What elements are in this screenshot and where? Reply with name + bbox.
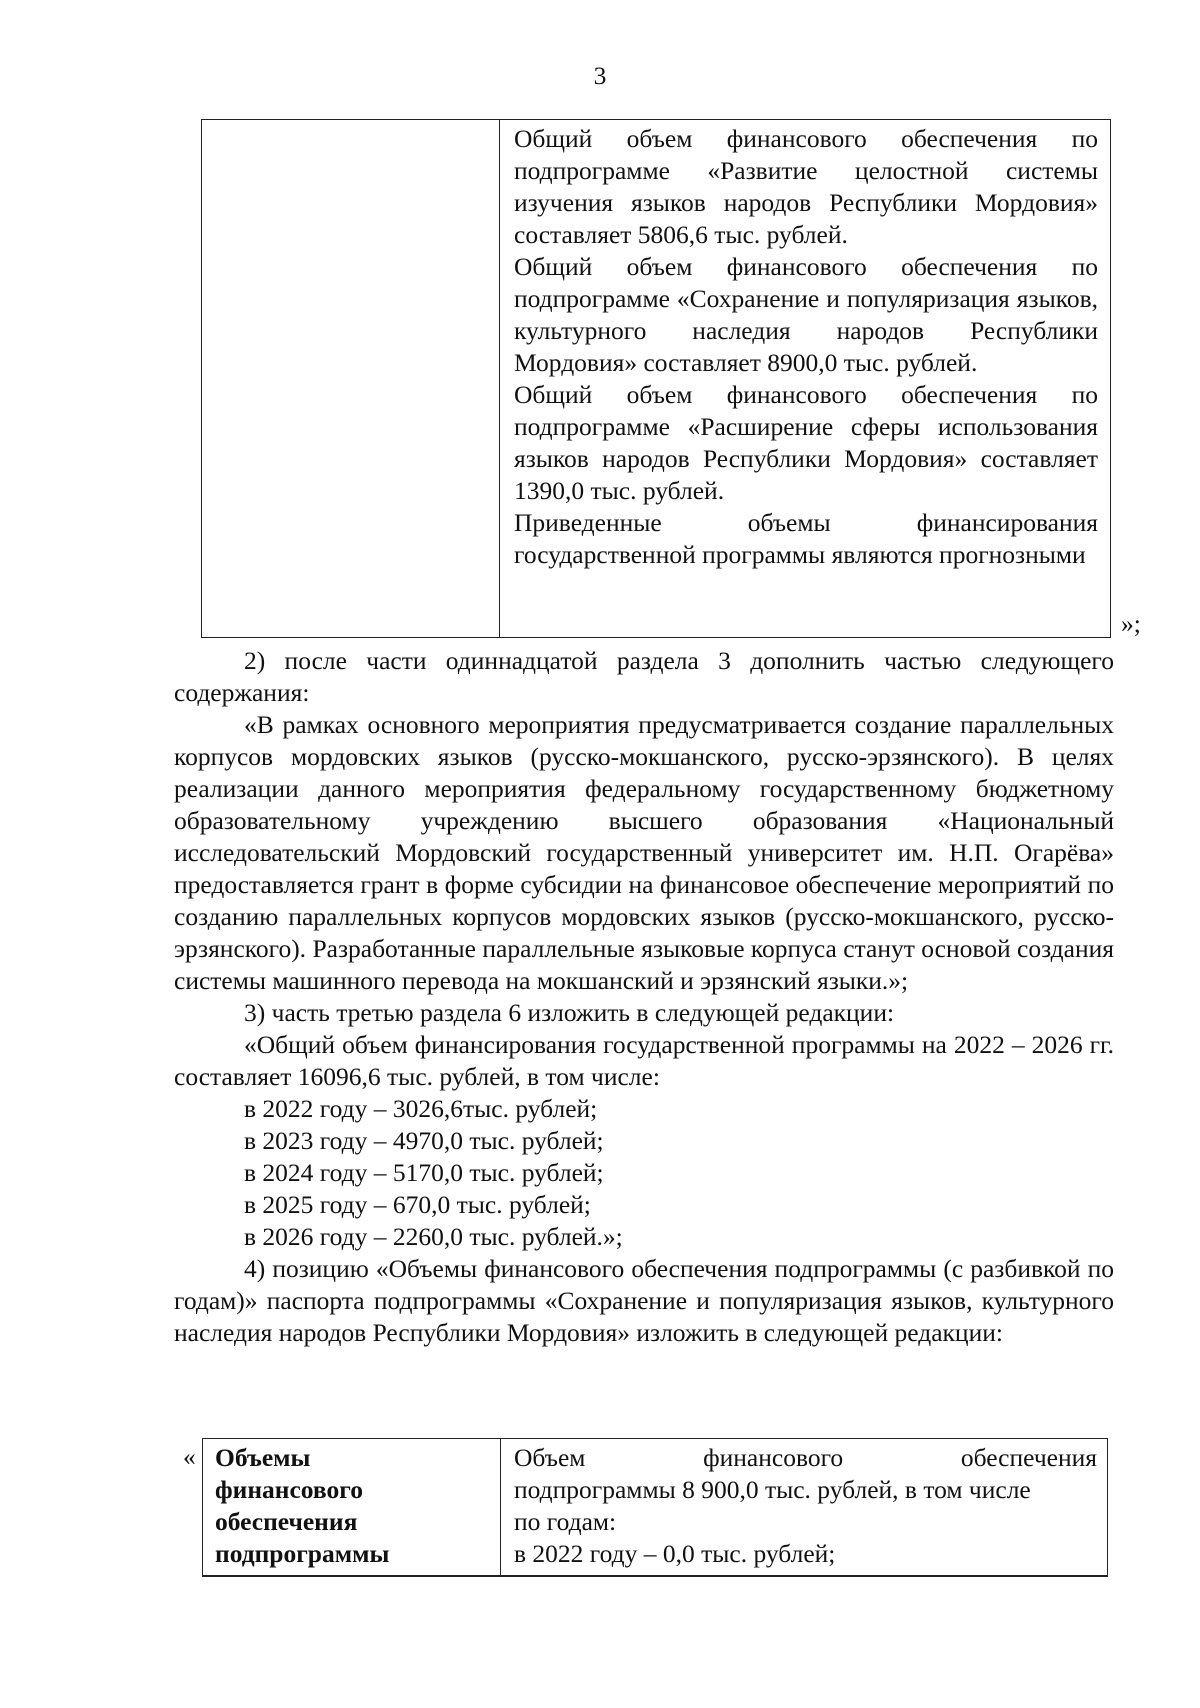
- year-2024-line: в 2024 году – 5170,0 тыс. рублей;: [244, 1158, 604, 1187]
- amendment-4-intro: 4) позицию «Объемы финансового обеспечения подпрограммы (с разбивкой по годам)» паспорта подпрограммы «Сохранение и популяризация языков, культурного наследия народов Республики Мордовия» изложить в следующей редакции:: [174, 1254, 1114, 1347]
- value-line: подпрограммы 8 900,0 тыс. рублей, в том числе: [514, 1475, 1031, 1504]
- label-line: подпрограммы: [215, 1539, 390, 1568]
- passport-position-label: [215, 1442, 485, 1570]
- year-2025-line: в 2025 году – 670,0 тыс. рублей;: [244, 1190, 591, 1219]
- page-number: 3: [593, 61, 607, 90]
- value-line: в 2022 году – 0,0 тыс. рублей;: [514, 1539, 836, 1568]
- amendment-2-intro: 2) после части одиннадцатой раздела 3 дополнить частью следующего содержания:: [174, 646, 1114, 707]
- financing-table-fragment: [201, 119, 1111, 638]
- value-line: по годам:: [514, 1507, 617, 1536]
- forecast-note: Приведенные объемы финансирования государственной программы являются прогнозными: [514, 508, 1098, 569]
- year-2023-line: в 2023 году – 4970,0 тыс. рублей;: [244, 1126, 604, 1155]
- amendment-3-intro: 3) часть третью раздела 6 изложить в следующей редакции:: [244, 998, 895, 1027]
- quote-close: »;: [1121, 609, 1141, 638]
- subprogram-1-financing: Общий объем финансового обеспечения по подпрограмме «Развитие целостной системы изучения языков народов Республики Мордовия» составляет 5806,6 тыс. рублей.: [514, 124, 1098, 249]
- subprogram-passport-table: [202, 1438, 1108, 1577]
- amendment-2-content: «В рамках основного мероприятия предусматривается создание параллельных корпусов мордовских языков (русско-мокшанского, русско-эрзянского). В целях реализации данного мероприятия федеральному государственному бюджетному образовательному учреждению высшего образования «Национальный исследовательский Мордовский государственный университет им. Н.П. Огарёва» предоставляется грант в форме субсидии на финансовое обеспечение мероприятий по созданию параллельных корпусов мордовских языков (русско-мокшанского, русско-эрзянского). Разработанные параллельные языковые корпуса станут основой создания системы машинного перевода на мокшанский и эрзянский языки.»;: [174, 710, 1114, 995]
- label-line: обеспечения: [215, 1507, 358, 1536]
- quote-open: «: [183, 1442, 196, 1471]
- value-line: Объем финансового обеспечения: [514, 1443, 1097, 1472]
- amendment-3-content: «Общий объем финансирования государственной программы на 2022 – 2026 гг. составляет 16096,6 тыс. рублей, в том числе:: [174, 1030, 1114, 1091]
- amendment-text: [174, 645, 1114, 1349]
- table-column-divider: [499, 120, 500, 637]
- year-2026-line: в 2026 году – 2260,0 тыс. рублей.»;: [244, 1222, 623, 1251]
- table-column-divider: [500, 1439, 501, 1575]
- subprogram-3-financing: Общий объем финансового обеспечения по подпрограмме «Расширение сферы использования языков народов Республики Мордовия» составляет 1390,0 тыс. рублей.: [514, 380, 1098, 505]
- subprogram-2-financing: Общий объем финансового обеспечения по подпрограмме «Сохранение и популяризация языков, культурного наследия народов Республики Мордовия» составляет 8900,0 тыс. рублей.: [514, 252, 1098, 377]
- financing-description-cell: [514, 123, 1098, 571]
- passport-position-value: [514, 1442, 1097, 1570]
- label-line: финансового: [215, 1475, 363, 1504]
- label-line: Объемы: [215, 1443, 311, 1472]
- year-2022-line: в 2022 году – 3026,6тыс. рублей;: [244, 1094, 598, 1123]
